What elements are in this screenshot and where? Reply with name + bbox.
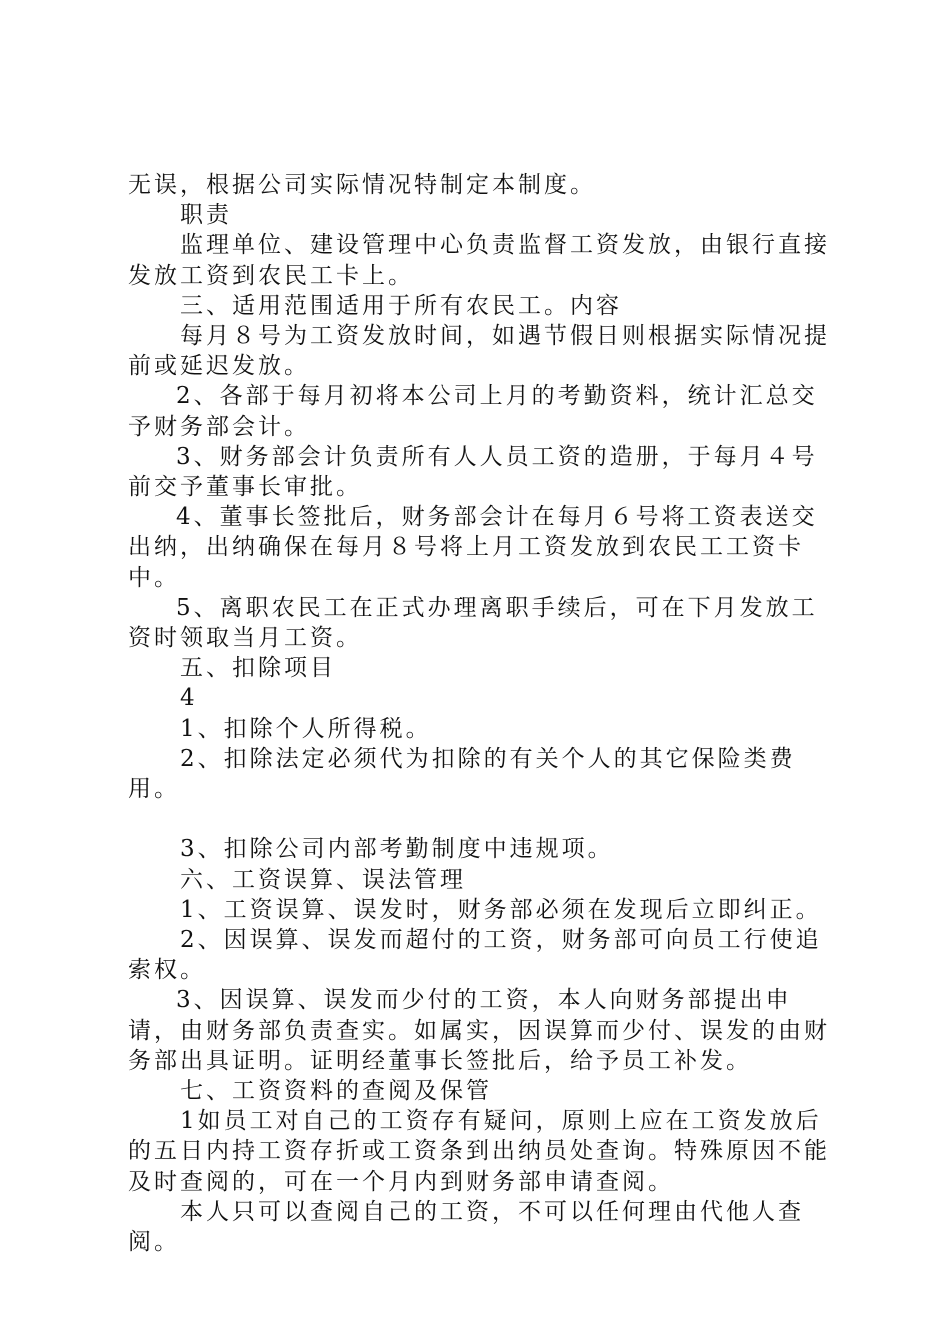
document-body	[128, 170, 840, 1257]
list-item: 5、离职农民工在正式办理离职手续后，可在下月发放工资时领取当月工资。	[128, 594, 818, 652]
list-item: 1、扣除个人所得税。	[180, 715, 432, 742]
section-heading: 三、适用范围适用于所有农民工。内容	[180, 292, 622, 319]
list-item: 2、扣除法定必须代为扣除的有关个人的其它保险类费用。	[128, 745, 796, 803]
list-item: 2、各部于每月初将本公司上月的考勤资料，统计汇总交予财务部会计。	[128, 383, 818, 440]
section-heading: 七、工资资料的查阅及保管	[180, 1078, 492, 1105]
paragraph: 无误，根据公司实际情况特制定本制度。	[128, 172, 596, 198]
page-number: 4	[180, 685, 198, 712]
paragraph: 每月８号为工资发放时间，如遇节假日则根据实际情况提前或延迟发放。	[128, 323, 830, 380]
paragraph: 本人只可以查阅自己的工资，不可以任何理由代他人查阅。	[128, 1198, 804, 1256]
section-heading: 六、工资误算、误法管理	[180, 866, 466, 893]
section-heading: 职责	[180, 202, 232, 229]
blank-line	[128, 804, 840, 834]
list-item: 1如员工对自己的工资存有疑问，原则上应在工资发放后的五日内持工资存折或工资条到出纳员处查询。特殊原因不能及时查阅的，可在一个月内到财务部申请查阅。	[128, 1108, 830, 1195]
list-item: 3、扣除公司内部考勤制度中违规项。	[180, 836, 614, 863]
list-item: 3、因误算、误发而少付的工资，本人向财务部提出申请，由财务部负责查实。如属实，因误算而少付、误发的由财务部出具证明。证明经董事长签批后，给予员工补发。	[128, 987, 830, 1074]
list-item: 1、工资误算、误发时，财务部必须在发现后立即纠正。	[180, 896, 822, 923]
list-item: 3、财务部会计负责所有人人员工资的造册，于每月４号前交予董事长审批。	[128, 443, 818, 501]
paragraph: 监理单位、建设管理中心负责监督工资发放，由银行直接发放工资到农民工卡上。	[128, 232, 830, 289]
list-item: 2、因误算、误发而超付的工资，财务部可向员工行使追索权。	[128, 927, 822, 984]
section-heading: 五、扣除项目	[180, 655, 336, 682]
list-item: 4、董事长签批后，财务部会计在每月６号将工资表送交出纳，出纳确保在每月８号将上月工资发放到农民工工资卡中。	[128, 504, 818, 591]
